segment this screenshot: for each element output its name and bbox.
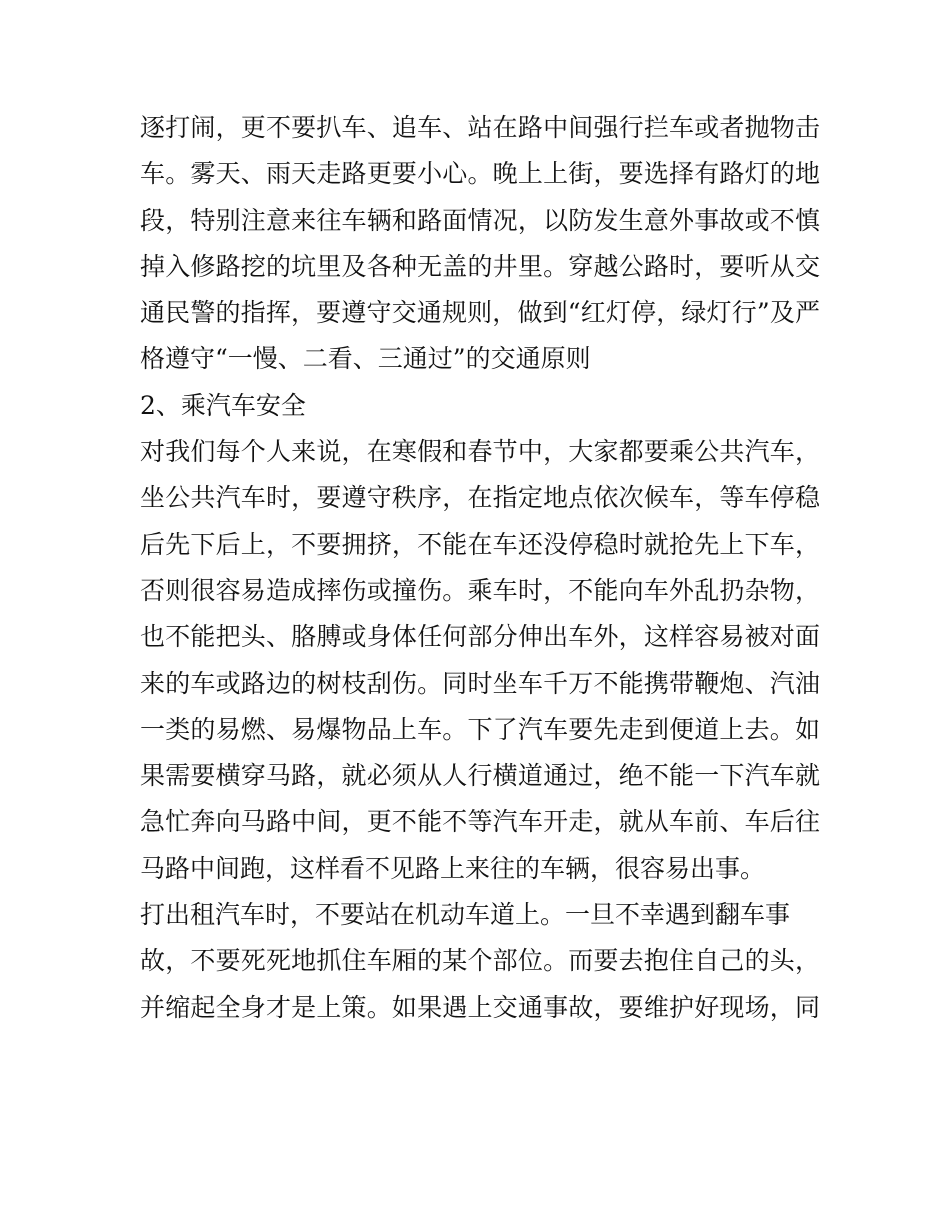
text-line: 来的车或路边的树枝刮伤。同时坐车千万不能携带鞭炮、汽油: [140, 668, 820, 698]
text-line: 打出租汽车时，不要站在机动车道上。一旦不幸遇到翻车事: [140, 900, 791, 930]
text-line: 格遵守“一慢、二看、三通过”的交通原则: [140, 344, 591, 374]
text-line: 一类的易燃、易爆物品上车。下了汽车要先走到便道上去。如: [140, 714, 820, 744]
document-body: [140, 105, 820, 1031]
text-line: 故，不要死死地抓住车厢的某个部位。而要去抱住自己的头，: [140, 946, 820, 976]
text-line: 也不能把头、胳膊或身体任何部分伸出车外，这样容易被对面: [140, 622, 820, 652]
section-heading: 2、乘汽车安全: [140, 390, 306, 420]
text-line: 马路中间跑，这样看不见路上来往的车辆，很容易出事。: [140, 853, 766, 883]
text-line: 车。雾天、雨天走路更要小心。晚上上街，要选择有路灯的地: [140, 159, 820, 189]
text-line: 并缩起全身才是上策。如果遇上交通事故，要维护好现场，同: [140, 992, 820, 1022]
text-line: 逐打闹，更不要扒车、追车、站在路中间强行拦车或者抛物击: [140, 113, 820, 142]
text-line: 否则很容易造成摔伤或撞伤。乘车时，不能向车外乱扔杂物，: [140, 575, 820, 605]
text-line: 掉入修路挖的坑里及各种无盖的井里。穿越公路时，要听从交: [140, 251, 820, 281]
text-line: 段，特别注意来往车辆和路面情况，以防发生意外事故或不慎: [140, 205, 820, 235]
text-line: 果需要横穿马路，就必须从人行横道通过，绝不能一下汽车就: [140, 761, 820, 791]
text-line: 后先下后上，不要拥挤，不能在车还没停稳时就抢先上下车，: [140, 529, 820, 559]
text-line: 急忙奔向马路中间，更不能不等汽车开走，就从车前、车后往: [140, 807, 820, 837]
text-line: 通民警的指挥，要遵守交通规则，做到“红灯停，绿灯行”及严: [140, 298, 820, 328]
text-line: 坐公共汽车时，要遵守秩序，在指定地点依次候车，等车停稳: [140, 483, 820, 513]
text-line: 对我们每个人来说，在寒假和春节中，大家都要乘公共汽车，: [140, 437, 820, 467]
